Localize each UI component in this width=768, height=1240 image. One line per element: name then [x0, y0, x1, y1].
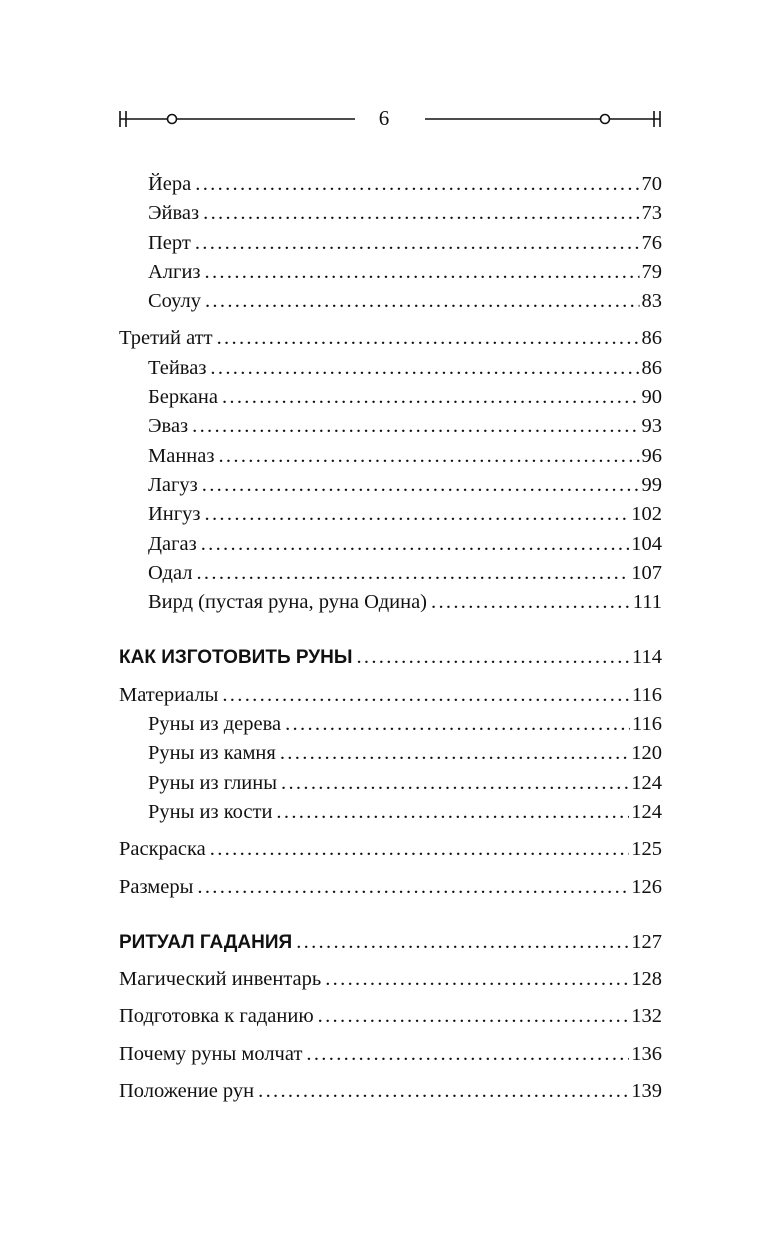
toc-page-number: 124 — [631, 800, 662, 823]
toc-entry-label: Руны из камня — [148, 742, 276, 765]
dot-leader — [202, 471, 640, 500]
toc-chapter-entry[interactable] — [119, 873, 662, 902]
dot-leader — [197, 873, 629, 902]
toc-chapter-entry[interactable] — [119, 681, 662, 710]
toc-page-number: 107 — [631, 561, 662, 584]
dot-leader — [325, 965, 629, 994]
toc-page-number: 116 — [632, 713, 662, 736]
toc-page-number: 76 — [641, 231, 662, 254]
dot-leader — [222, 681, 630, 710]
toc-subentry[interactable] — [119, 442, 662, 471]
toc-entry-label: Ингуз — [148, 503, 201, 526]
toc-page-number: 90 — [641, 386, 662, 409]
toc-subentry[interactable] — [119, 559, 662, 588]
dot-leader — [296, 928, 629, 957]
dot-leader — [258, 1077, 629, 1106]
toc-entry-label: Размеры — [119, 875, 194, 898]
toc-entry-label: Руны из кости — [148, 800, 273, 823]
dot-leader — [218, 442, 639, 471]
dot-leader — [306, 1040, 629, 1069]
toc-page-number: 79 — [641, 260, 662, 283]
dot-leader — [210, 835, 629, 864]
dot-leader — [281, 769, 629, 798]
toc-entry-label: Соулу — [148, 290, 201, 313]
toc-page-number: 96 — [641, 444, 662, 467]
toc-subentry[interactable] — [119, 412, 662, 441]
toc-entry-label: Йера — [148, 173, 192, 195]
toc-page-number: 127 — [631, 930, 662, 953]
toc-entry-label: КАК ИЗГОТОВИТЬ РУНЫ — [119, 647, 353, 669]
toc-page-number: 116 — [632, 683, 662, 706]
dot-leader — [205, 287, 640, 316]
dot-leader — [222, 383, 640, 412]
dot-leader — [276, 798, 629, 827]
toc-page-number: 83 — [641, 290, 662, 313]
dot-leader — [205, 500, 630, 529]
dot-leader — [280, 739, 629, 768]
toc-chapter-entry[interactable] — [119, 835, 662, 864]
toc-entry-label: Тейваз — [148, 356, 207, 379]
dot-leader — [196, 559, 629, 588]
dot-leader — [203, 199, 639, 228]
toc-page-number: 102 — [631, 503, 662, 526]
toc-subentry[interactable] — [119, 769, 662, 798]
toc-entry-label: Перт — [148, 231, 191, 254]
dot-leader — [195, 229, 640, 258]
toc-page-number: 125 — [631, 838, 662, 861]
toc-entry-label: Материалы — [119, 683, 219, 706]
toc-chapter-entry[interactable] — [119, 1002, 662, 1031]
dot-leader — [192, 412, 639, 441]
dot-leader — [210, 354, 639, 383]
toc-page-number: 128 — [631, 968, 662, 991]
toc-subentry[interactable] — [119, 710, 662, 739]
toc-entry-label: Беркана — [148, 386, 218, 409]
toc-subentry[interactable] — [119, 798, 662, 827]
toc-page-number: 73 — [641, 202, 662, 225]
dot-leader — [318, 1002, 630, 1031]
toc-entry-label: Дагаз — [148, 532, 197, 555]
toc-entry-label: Одал — [148, 561, 193, 584]
toc-chapter-entry[interactable] — [119, 324, 662, 353]
toc-chapter-entry[interactable] — [119, 1077, 662, 1106]
toc-page-number: 139 — [631, 1080, 662, 1103]
toc-entry-label: Положение рун — [119, 1080, 255, 1103]
toc-entry-label: Почему руны молчат — [119, 1042, 303, 1065]
dot-leader — [356, 643, 630, 672]
toc-page-number: 132 — [631, 1005, 662, 1028]
toc-entry-label: Руны из дерева — [148, 713, 282, 736]
toc-subentry[interactable] — [119, 199, 662, 228]
toc-entry-label: Магический инвентарь — [119, 968, 322, 991]
toc-subentry[interactable] — [119, 383, 662, 412]
toc-entry-label: Лагуз — [148, 473, 198, 496]
toc-page-number: 99 — [641, 473, 662, 496]
toc-entry-label: Эваз — [148, 415, 189, 438]
toc-page-number: 93 — [641, 415, 662, 438]
toc-subentry[interactable] — [119, 354, 662, 383]
toc-page-number: 104 — [631, 532, 662, 555]
toc-subentry[interactable] — [119, 258, 662, 287]
toc-subentry[interactable] — [119, 170, 662, 199]
dot-leader — [431, 588, 631, 617]
toc-page-number: 111 — [632, 591, 662, 614]
dot-leader — [195, 170, 639, 199]
toc-subentry[interactable] — [119, 471, 662, 500]
toc-entry-label: Манназ — [148, 444, 215, 467]
dot-leader — [285, 710, 630, 739]
page-number: 6 — [378, 106, 390, 130]
toc-page-number: 136 — [631, 1042, 662, 1065]
toc-page-number: 86 — [641, 327, 662, 350]
toc-entry-label: Эйваз — [148, 202, 200, 225]
toc-page-number: 114 — [632, 646, 662, 669]
toc-entry-label: Вирд (пустая руна, руна Одина) — [148, 591, 427, 614]
toc-page-number: 86 — [641, 356, 662, 379]
toc-page-number: 70 — [641, 173, 662, 195]
toc-subentry[interactable] — [119, 287, 662, 316]
toc-subentry[interactable] — [119, 739, 662, 768]
toc-entry-label: Раскраска — [119, 838, 206, 861]
toc-subentry[interactable] — [119, 500, 662, 529]
dot-leader — [217, 324, 640, 353]
toc-section-heading[interactable] — [119, 928, 662, 957]
dot-leader — [201, 530, 630, 559]
toc-entry-label: Подготовка к гаданию — [119, 1005, 314, 1028]
toc-section-heading[interactable] — [119, 643, 662, 672]
toc-page-number: 120 — [631, 742, 662, 765]
toc-subentry[interactable] — [119, 530, 662, 559]
toc-subentry[interactable] — [119, 588, 662, 617]
toc-chapter-entry[interactable] — [119, 965, 662, 994]
page-header — [0, 0, 768, 140]
toc-page-number: 126 — [631, 875, 662, 898]
toc-page-number: 124 — [631, 771, 662, 794]
table-of-contents — [119, 170, 662, 1106]
toc-chapter-entry[interactable] — [119, 1040, 662, 1069]
toc-entry-label: Алгиз — [148, 260, 201, 283]
toc-entry-label: РИТУАЛ ГАДАНИЯ — [119, 931, 293, 953]
dot-leader — [205, 258, 640, 287]
toc-subentry[interactable] — [119, 229, 662, 258]
toc-entry-label: Третий атт — [119, 327, 213, 350]
toc-entry-label: Руны из глины — [148, 771, 278, 794]
